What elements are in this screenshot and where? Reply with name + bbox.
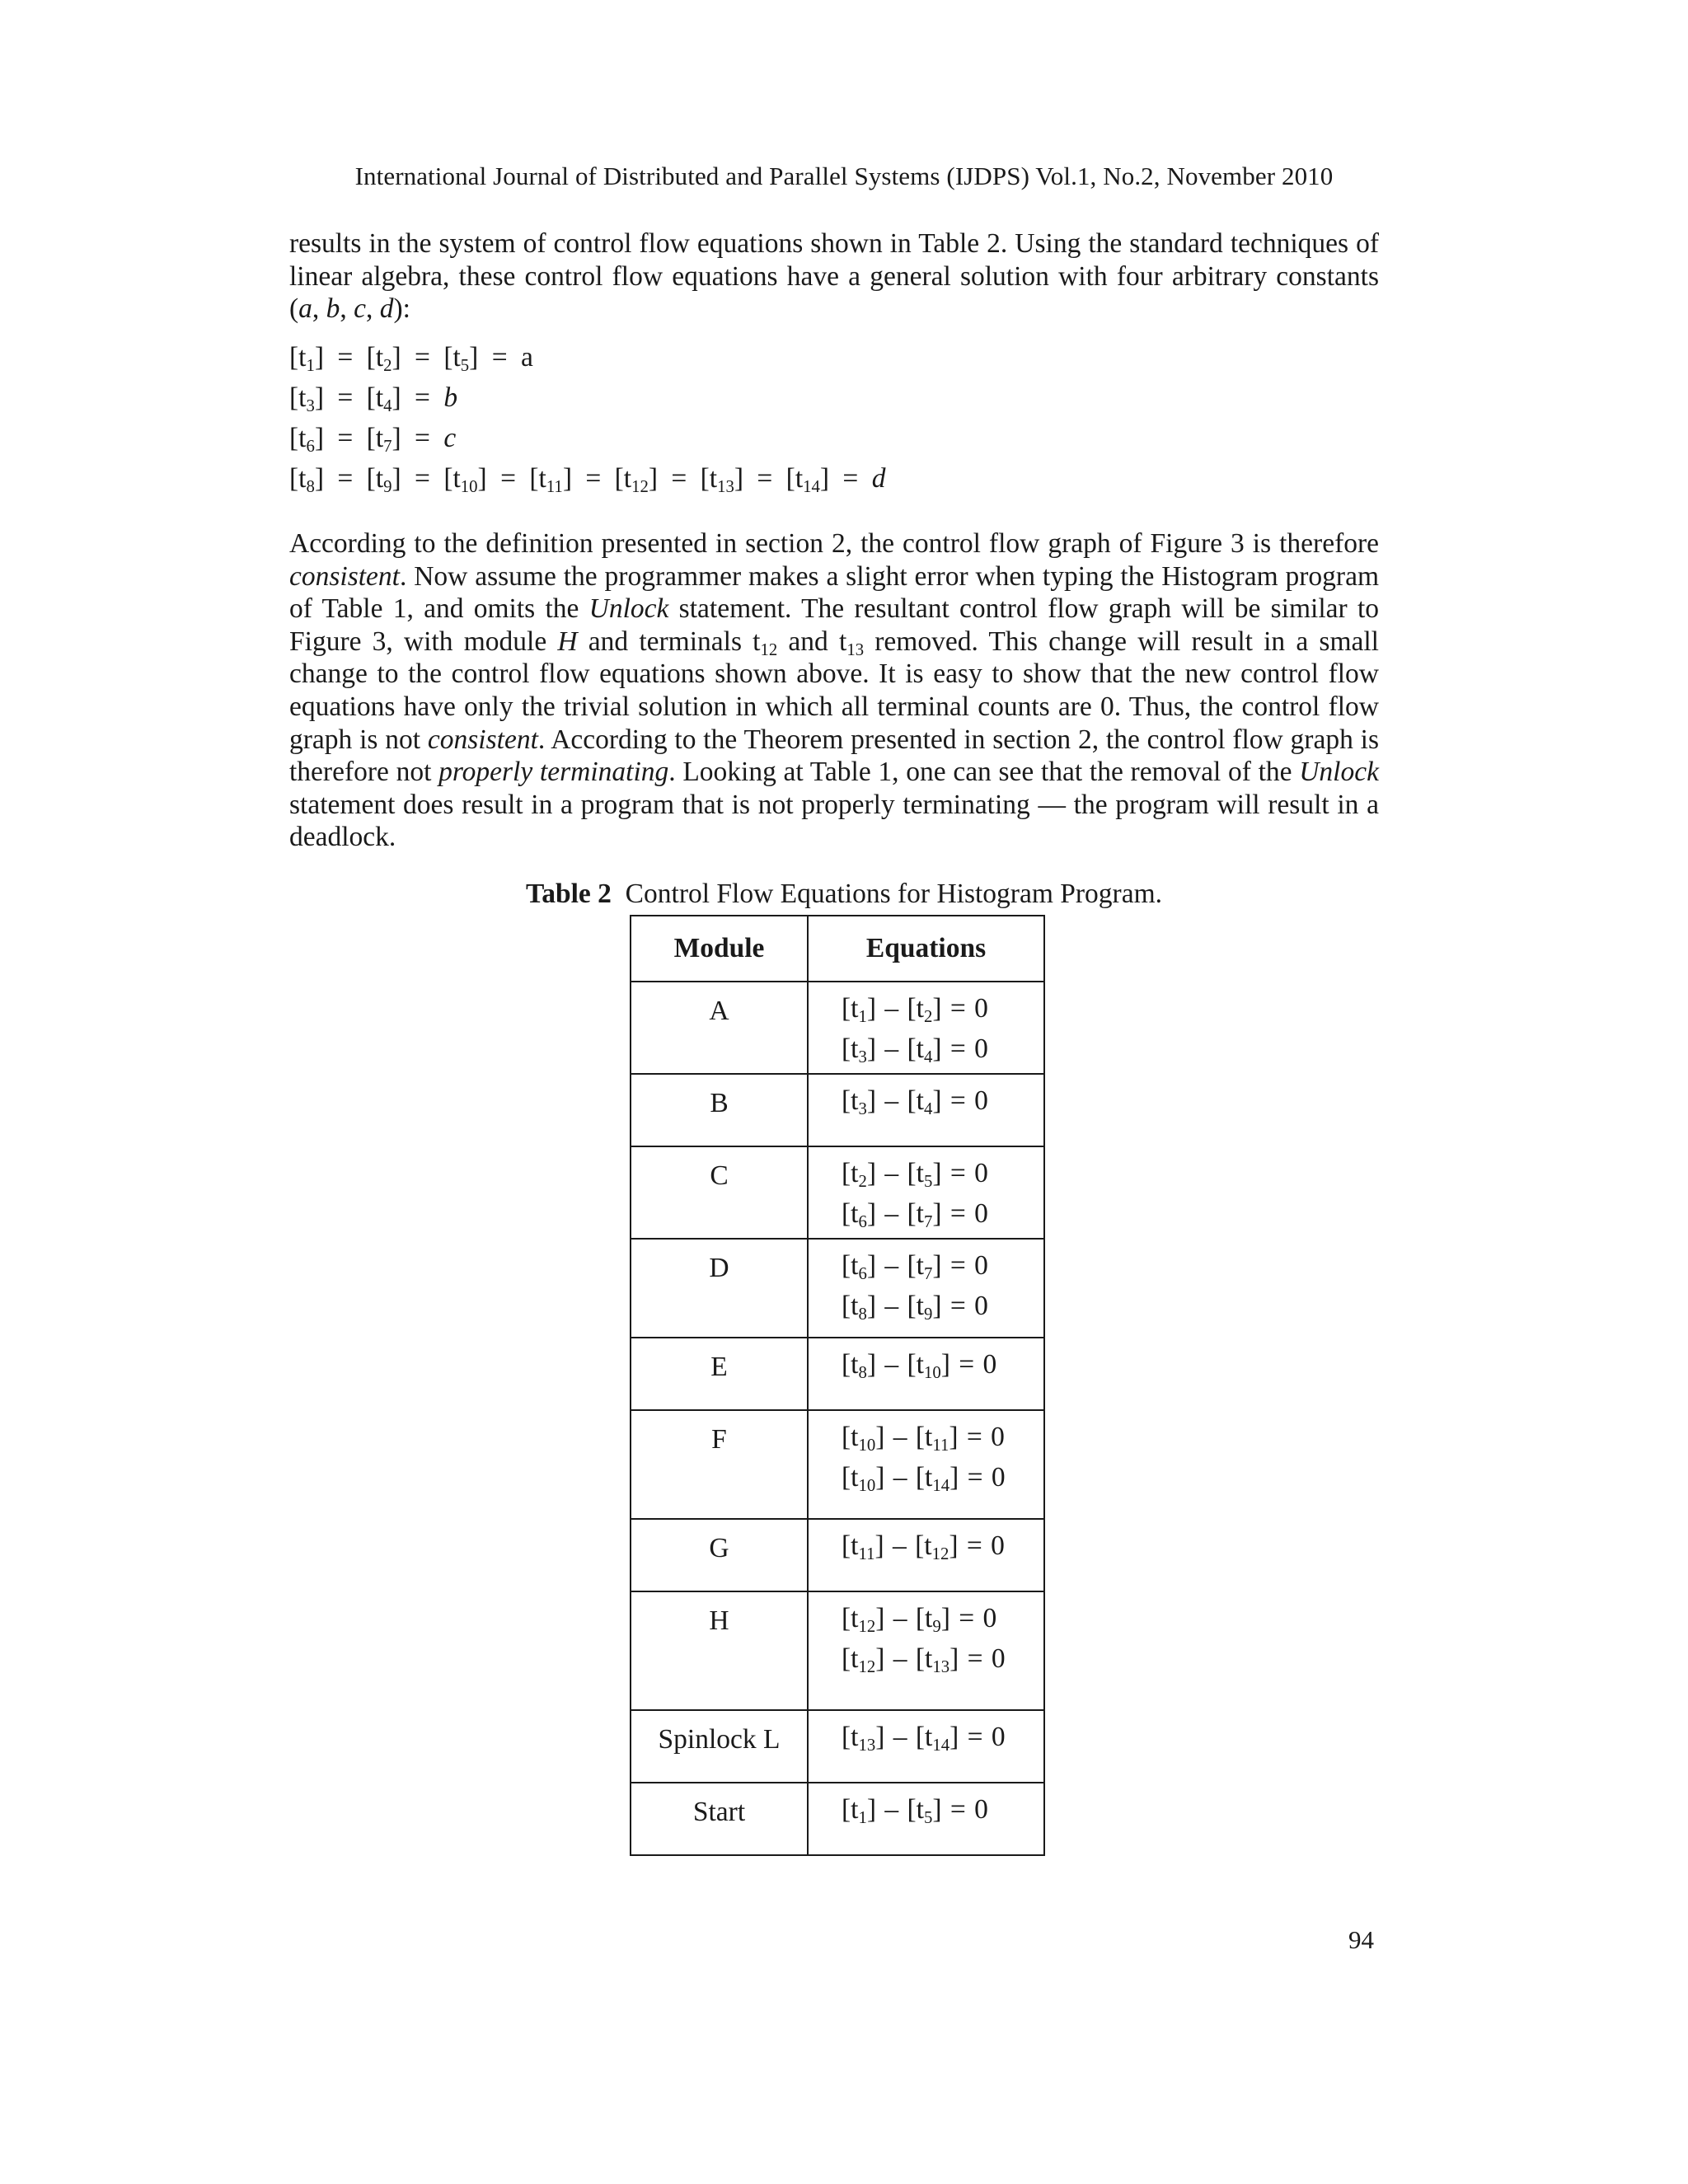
running-header: International Journal of Distributed and Parallel Systems (IJDPS) Vol.1, No.2, November 2010 [354,162,1334,190]
solution-line: $[t_6] = [t_7] = c$ [289,423,457,456]
solution-lhs: $[t_1] = [t_2] = [t_5]$ = [289,342,508,375]
equation-line: $[t_{12}] - [t_9] = 0$ [842,1603,997,1636]
module-cell: E [631,1338,808,1410]
equations-cell [808,1410,1044,1519]
equation-line: $[t_{10}] - [t_{14}] = 0$ [842,1462,1006,1495]
equations-cell [808,1239,1044,1338]
column-header: Module [631,916,808,982]
table-row [631,982,1044,1074]
equation-line: $[t_{11}] - [t_{12}] = 0$ [842,1530,1005,1563]
module-cell: F [631,1410,808,1519]
table-row [631,1519,1044,1591]
equation-line: $[t_{13}] - [t_{14}] = 0$ [842,1722,1006,1755]
module-cell: Start [631,1783,808,1855]
equation-line: $[t_6] - [t_7] = 0$ [842,1250,988,1283]
table-caption: Table 2 Control Flow Equations for Histogram Program. [525,879,1163,909]
table-row [631,1239,1044,1338]
equation-line: $[t_1] - [t_5] = 0$ [842,1794,988,1827]
equations-cell [808,1074,1044,1146]
paragraph-consistency: According to the definition presented in section 2, the control flow graph of Figure 3 is therefore consistent. Now assume the programmer makes a slight error when typing the Histogram program of Table 1, and omits the Unlock statement. The resultant control flow graph will be similar to Figure 3, with module H and terminals $t_{12}$ and $t_{13}$ removed. This change will result in a small change to the control flow equations shown above. It is easy to show that the new control flow equations have only the trivial solution in which all terminal counts are 0. Thus, the control flow graph is not consistent. According to the Theorem presented in section 2, the control flow graph is therefore not properly terminating. Looking at Table 1, one can see that the removal of the Unlock statement does result in a program that is not properly terminating — the program will result in a deadlock. [289,528,1379,853]
table-row [631,1591,1044,1710]
module-cell: G [631,1519,808,1591]
general-solution [289,341,885,503]
equation-line: $[t_1] - [t_2] = 0$ [842,993,988,1026]
equation-line: $[t_8] - [t_{10}] = 0$ [842,1349,997,1382]
equations-cell [808,1519,1044,1591]
equation-line: $[t_8] - [t_9] = 0$ [842,1291,988,1324]
equation-line: $[t_{10}] - [t_{11}] = 0$ [842,1422,1005,1455]
equations-cell [808,1710,1044,1783]
solution-lhs: $[t_3] = [t_4]$ = [289,382,430,415]
page-number: 94 [1348,1925,1374,1954]
equations-cell [808,1338,1044,1410]
table-row [631,1783,1044,1855]
equation-line: $[t_3] - [t_4] = 0$ [842,1085,988,1118]
module-cell: A [631,982,808,1074]
table-row [631,1146,1044,1239]
module-cell: B [631,1074,808,1146]
solution-line: $[t_8] = [t_9] = [t_{10}] = [t_{11}] = [t_{12}] = [t_{13}] = [t_{14}] = d$ [289,463,886,496]
solution-lhs: $[t_8] = [t_9] = [t_{10}] = [t_{11}] = [t_{12}] = [t_{13}] = [t_{14}]$ = [289,463,859,496]
solution-line: $[t_1] = [t_2] = [t_5] = a$ [289,342,533,375]
module-cell: C [631,1146,808,1239]
table-row [631,1410,1044,1519]
equations-cell [808,1591,1044,1710]
module-cell: Spinlock L [631,1710,808,1783]
equations-table [630,915,1045,1856]
solution-line: $[t_3] = [t_4] = b$ [289,382,458,415]
equations-cell [808,982,1044,1074]
equation-line: $[t_3] - [t_4] = 0$ [842,1033,988,1066]
equations-cell [808,1146,1044,1239]
table-row [631,1074,1044,1146]
table-row [631,1338,1044,1410]
equations-cell [808,1783,1044,1855]
equation-line: $[t_6] - [t_7] = 0$ [842,1198,988,1231]
equation-line: $[t_{12}] - [t_{13}] = 0$ [842,1643,1006,1676]
module-cell: H [631,1591,808,1710]
solution-lhs: $[t_6] = [t_7]$ = [289,423,430,456]
table-row [631,1710,1044,1783]
column-header: Equations [808,916,1044,982]
equation-line: $[t_2] - [t_5] = 0$ [842,1158,988,1191]
module-cell: D [631,1239,808,1338]
paragraph-intro: results in the system of control flow equations shown in Table 2. Using the standard techniques of linear algebra, these control flow equations have a general solution with four arbitrary constants (a, b, c, d): [289,228,1379,325]
